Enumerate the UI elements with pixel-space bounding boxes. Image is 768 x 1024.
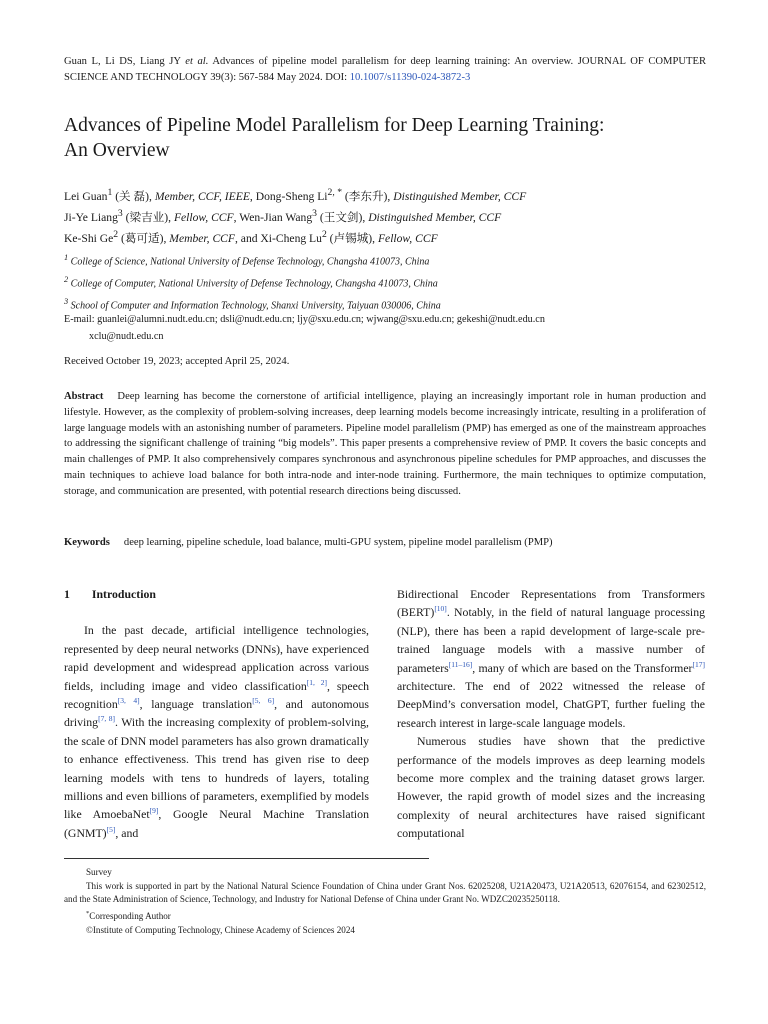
reference-link[interactable]: [7, 8] [98,714,115,724]
footnote-funding: This work is supported in part by the National Natural Science Foundation of China under Grant Nos. 62025208, U21A20473, U21A20513, 62076154, and 62302512, and the State Administration of Science, Technology, and Industry for National Defense of China under Grant No. WDZC20235250118. [64,880,706,905]
body-text: . Notably, in the field of natural language processing (NLP), there has been a rapid development of large-scale pre-trained language models with a massive number of parameters [397,605,705,675]
author-chinese-name: (梁吉业), [122,210,174,224]
author-name: , and Xi-Cheng Lu [235,231,322,245]
paper-title [64,113,724,163]
body-text: , language translation [139,697,253,712]
abstract-block [64,389,706,499]
citation-et-al: et al. [185,56,209,67]
author-line-1 [64,184,724,205]
body-text: , and [115,825,139,840]
author-chinese-name: (卢锡城), [326,231,378,245]
abstract-text: Deep learning has become the cornerstone of artificial intelligence, playing an increasingly important role in human production and lifestyle. However, as the complexity of problem-solving increases, deep learning models become increasingly intricate, resulting in a proliferation of large language models with an astonishing number of parameters. Pipeline model parallelism (PMP) has emerged as one of the mainstream approaches to addressing the significant challenge of training “big models”. This paper presents a comprehensive review of PMP. It covers the basic concepts and main challenges of PMP. It also comprehensively compares synchronous and asynchronous pipeline schedules for PMP approaches, and discusses the main techniques to achieve load balance for both intra-node and inter-node training. Furthermore, the main techniques to optimize computation, storage, and communication are presented, with potential research directions being discussed. [64,391,706,497]
affiliation-number: 3 [64,296,69,306]
reference-link[interactable]: [3, 4] [117,696,140,706]
email-line-1: E-mail: guanlei@alumni.nudt.edu.cn; dsli@nudt.edu.cn; ljy@sxu.edu.cn; wjwang@sxu.edu.cn; gekeshi@nudt.edu.cn [64,314,545,325]
author-line-3 [64,226,724,247]
author-chinese-name: (葛可适), [118,231,170,245]
reference-link[interactable]: [11–16] [448,659,473,669]
footnote-survey: Survey [86,867,112,877]
reference-link[interactable]: [5, 6] [252,696,275,706]
affiliation-text: College of Computer, National University of Defense Technology, Changsha 410073, China [70,278,438,290]
left-column [64,585,369,842]
paper-title-line-1: Advances of Pipeline Model Parallelism for Deep Learning Training: [64,115,605,136]
author-chinese-name: (王文剑), [316,210,369,224]
affiliation-item [64,271,724,293]
body-text: architecture. The end of 2022 witnessed the release of DeepMind’s conversation model, ChatGPT, further fueling the research interest in large-scale language models. [397,679,705,730]
footnote-copyright: ©Institute of Computing Technology, Chinese Academy of Sciences 2024 [86,924,355,935]
author-name: , Wen-Jian Wang [233,210,313,224]
body-text: , speech recognition [64,678,369,712]
author-name: Lei Guan [64,189,108,203]
author-name: Ke-Shi Ge [64,231,114,245]
email-block [64,312,714,345]
corresponding-mark: * [86,910,90,918]
affiliation-text: College of Science, National University of Defense Technology, Changsha 410073, China [70,256,430,268]
body-text: Bidirectional Encoder Representations from Transformers (BERT) [397,587,705,620]
reference-link[interactable]: [9] [149,806,159,816]
author-affil-mark: 2, * [327,187,343,198]
author-chinese-name: (关 磊), [112,189,155,203]
abstract-label: Abstract [64,391,104,402]
intro-paragraph-1-continued [397,585,705,732]
author-affil-mark: 2 [321,228,327,240]
author-membership: Member, CCF [169,231,235,245]
intro-paragraph-1 [64,621,369,842]
reference-link[interactable]: [5] [106,824,116,834]
section-heading [64,585,369,603]
reference-link[interactable]: [1, 2] [306,677,327,687]
citation-header [64,54,706,86]
author-membership: Fellow, CCF [173,210,234,224]
email-line-2: xclu@nudt.edu.cn [89,330,164,342]
citation-details: Advances of pipeline model parallelism for deep learning training: An overview. JOURNAL OF COMPUTER SCIENCE AND TECHNOLOGY 39(3): 567-584 May 2024. DOI: [64,56,707,83]
keywords-text: deep learning, pipeline schedule, load balance, multi-GPU system, pipeline model parallelism (PMP) [123,537,553,548]
footnotes [64,866,706,938]
received-dates: Received October 19, 2023; accepted April 25, 2024. [64,356,290,367]
right-column [397,585,705,843]
author-affil-mark: 2 [113,228,119,240]
paper-title-line-2: An Overview [64,140,170,161]
affiliation-item [64,249,724,271]
body-text: , many of which are based on the Transformer [472,660,693,675]
author-membership: Member, CCF, IEEE [154,189,250,203]
keywords-label: Keywords [64,537,110,548]
affiliation-list [64,249,724,314]
author-list [64,184,724,247]
affiliation-number: 2 [64,274,69,284]
footnote-corresponding [64,907,706,924]
doi-link[interactable]: 10.1007/s11390-024-3872-3 [349,72,471,83]
citation-authors: Guan L, Li DS, Liang JY [64,56,186,67]
reference-link[interactable]: [17] [692,659,705,669]
author-membership: Distinguished Member, CCF [368,210,502,224]
author-affil-mark: 1 [107,187,113,198]
corresponding-text: Corresponding Author [89,911,171,922]
affiliation-number: 1 [64,253,69,262]
section-number: 1 [64,587,70,601]
keywords-block [64,535,706,551]
author-chinese-name: (李东升), [342,189,394,203]
author-name: Ji-Ye Liang [64,210,118,224]
author-affil-mark: 3 [117,207,123,219]
section-title: Introduction [91,587,156,601]
affiliation-text: School of Computer and Information Technology, Shanxi University, Taiyuan 030006, China [70,299,441,311]
body-text: In the past decade, artificial intelligence technologies, represented by deep neural networks (DNNs), have experienced rapid development and widespread application across various fields, including image and video classification [64,623,369,693]
author-line-2 [64,205,724,226]
author-membership: Distinguished Member, CCF [393,189,527,203]
intro-paragraph-2: Numerous studies have shown that the predictive performance of the models improves as deep learning models become more complex and the training dataset grows larger. However, the rapid growth of model sizes and the increasing complexity of neural architectures have raised significant computational [397,734,705,841]
author-affil-mark: 3 [312,207,317,219]
body-text: , and autonomous driving [64,697,369,730]
author-name: , Dong-Sheng Li [249,189,328,203]
footnote-divider [64,858,429,859]
body-text: , Google Neural Machine Translation (GNMT) [64,807,369,840]
body-text: . With the increasing complexity of problem-solving, the scale of DNN model parameters has also grown dramatically to enhance effectiveness. This trend has given rise to deep learning models with tens to hundreds of layers, totaling millions and even billions of parameters, exemplified by models like AmoebaNet [64,715,369,822]
reference-link[interactable]: [10] [434,604,447,614]
author-membership: Fellow, CCF [377,231,438,245]
